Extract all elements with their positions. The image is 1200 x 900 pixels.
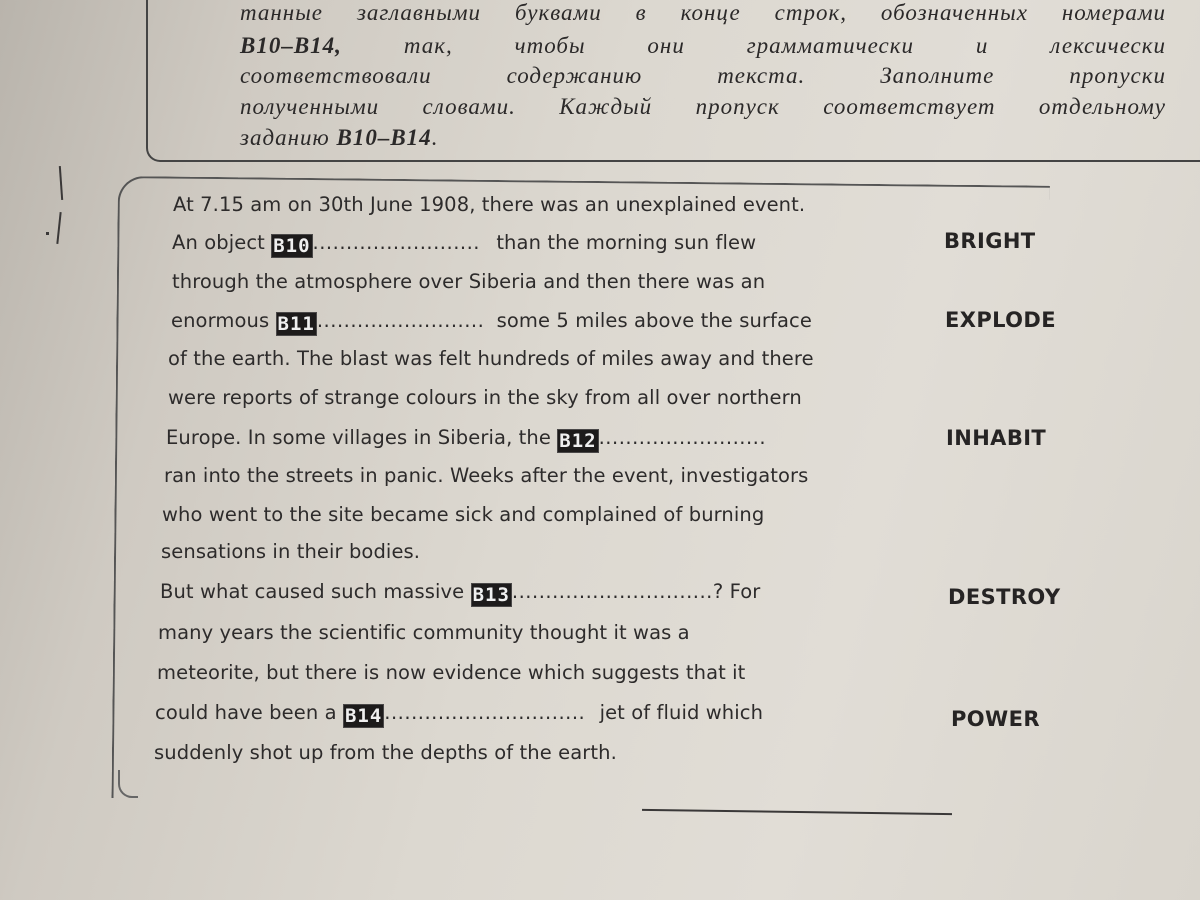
gap-label-b12: B12 [559, 430, 597, 452]
gap-label-b10: B10 [273, 235, 311, 257]
instruction-line-2-text: так, чтобы они грамматически и лексически [403, 33, 1167, 58]
keyword-b14: POWER [951, 707, 1040, 731]
keyword-b11: EXPLODE [945, 308, 1056, 332]
gap-dots-b13: .............................. [511, 580, 713, 603]
keyword-b10: BRIGHT [944, 229, 1036, 253]
gap-label-b13: B13 [472, 584, 510, 606]
instruction-line-5-text: заданию [240, 125, 330, 150]
instruction-period: . [431, 125, 439, 150]
passage-line-4-start: enormous [171, 309, 270, 332]
passage-line-3: through the atmosphere over Siberia and then there was an [172, 270, 766, 293]
instruction-line-2 [240, 33, 1166, 59]
passage-line-9: who went to the site became sick and complained of burning [162, 503, 765, 526]
instruction-task-range: B10–B14, [240, 33, 342, 58]
passage-line-4 [171, 309, 812, 336]
passage-line-2-start: An object [172, 231, 265, 254]
passage-line-11-start: But what caused such massive [160, 580, 465, 603]
passage-line-11 [160, 580, 760, 607]
gap-dots-b11: ......................... [316, 309, 485, 332]
gap-dots-b12: ......................... [598, 426, 767, 449]
passage-line-13: meteorite, but there is now evidence which suggests that it [157, 661, 746, 684]
passage-line-15: suddenly shot up from the depths of the earth. [154, 741, 617, 764]
passage-line-2 [172, 231, 756, 258]
gap-label-b14: B14 [344, 705, 383, 727]
instruction-task-range-2: B10–B14 [336, 125, 432, 150]
passage-line-8: ran into the streets in panic. Weeks after the event, investigators [164, 464, 809, 487]
instruction-line-1: танные заглавными буквами в конце строк, обозначенных номерами [240, 0, 1166, 25]
passage-line-7-start: Europe. In some villages in Siberia, the [166, 426, 551, 449]
margin-mark-2 [56, 212, 61, 244]
bottom-rule [642, 809, 952, 815]
passage-line-5: of the earth. The blast was felt hundreds of miles away and there [168, 347, 814, 370]
gap-label-b11: B11 [277, 313, 315, 335]
passage-line-6: were reports of strange colours in the sky from all over northern [168, 386, 802, 409]
passage-line-14-end: jet of fluid which [599, 701, 764, 724]
instruction-line-5 [240, 125, 1166, 151]
passage-line-4-end: some 5 miles above the surface [496, 309, 812, 332]
instruction-line-4: полученными словами. Каждый пропуск соответствует отдельному [240, 94, 1166, 119]
passage-line-11-end: ? For [712, 580, 761, 603]
passage-line-1: At 7.15 am on 30th June 1908, there was an unexplained event. [173, 193, 806, 216]
passage-line-2-end: than the morning sun flew [496, 231, 757, 254]
passage-line-14-start: could have been a [155, 701, 337, 724]
instruction-line-3: соответствовали содержанию текста. Заполните пропуски [240, 63, 1166, 88]
margin-mark-3 [46, 232, 49, 235]
passage-line-12: many years the scientific community thought it was a [158, 621, 690, 644]
gap-dots-b10: ......................... [312, 231, 480, 254]
keyword-b13: DESTROY [948, 585, 1061, 609]
keyword-b12: INHABIT [946, 426, 1047, 450]
passage-line-7 [166, 426, 766, 453]
passage-line-14 [155, 701, 763, 728]
passage-frame-corner [118, 770, 138, 798]
passage-line-10: sensations in their bodies. [161, 540, 421, 563]
margin-mark-1 [59, 166, 63, 200]
gap-dots-b14: .............................. [384, 701, 586, 724]
